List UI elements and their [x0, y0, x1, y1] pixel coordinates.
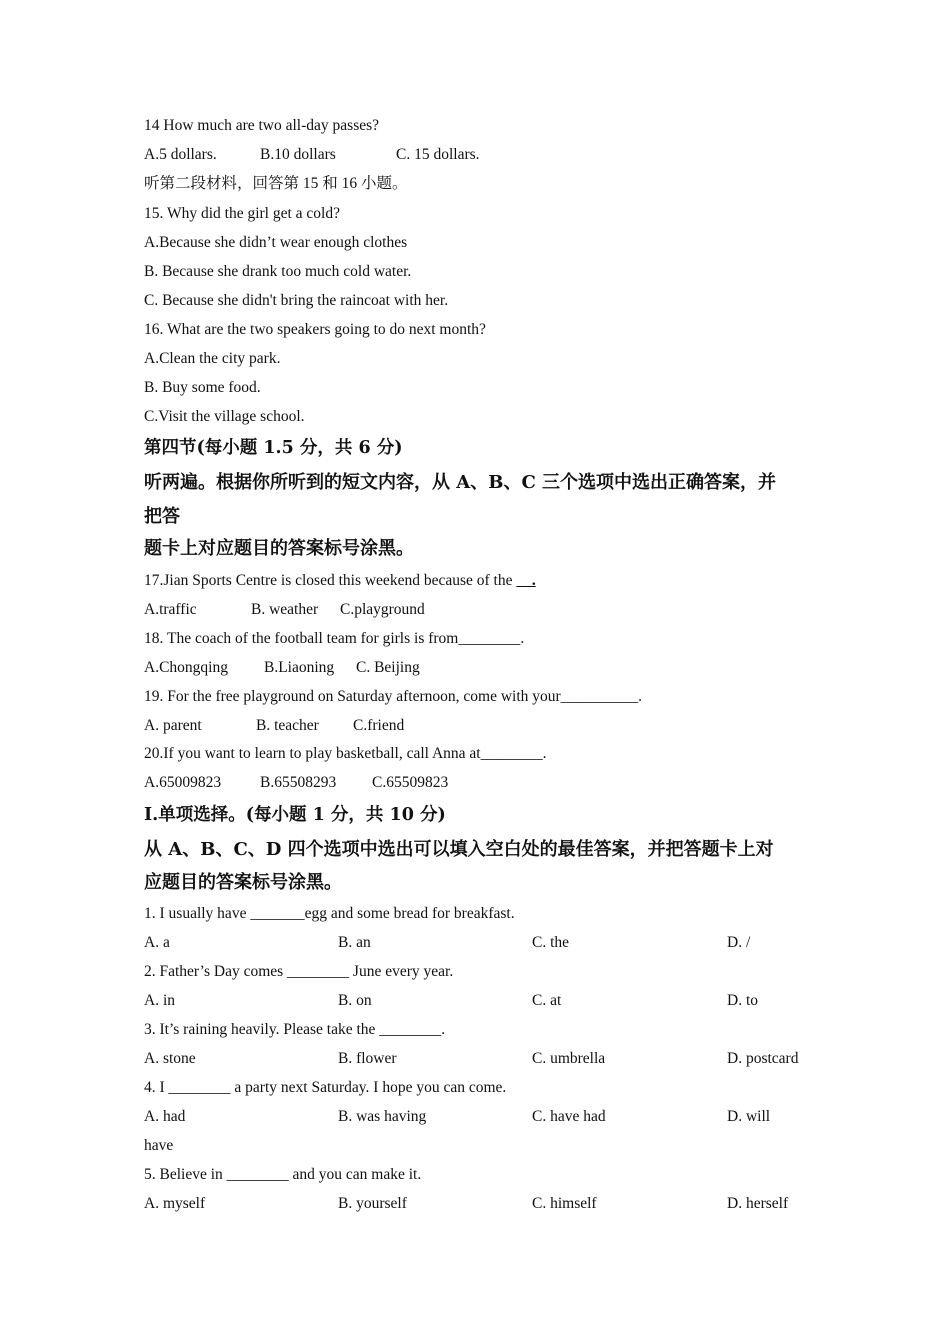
question-15-stem: 15. Why did the girl get a cold?	[144, 205, 340, 222]
mc-3-option-d: D. postcard	[727, 1050, 799, 1067]
mc-3-option-a: A. stone	[144, 1050, 196, 1067]
question-19-option-a: A. parent	[144, 717, 202, 734]
mc-5-stem: 5. Believe in ________ and you can make it.	[144, 1166, 422, 1183]
question-14-option-b: B.10 dollars	[260, 146, 336, 163]
question-19-option-c: C.friend	[353, 717, 405, 734]
mc-1-option-b: B. an	[338, 934, 371, 951]
question-16-option-b: B. Buy some food.	[144, 379, 261, 396]
question-14-option-c: C. 15 dollars.	[396, 146, 480, 163]
question-17-stem	[144, 571, 536, 591]
mc-2-option-b: B. on	[338, 992, 372, 1009]
question-16-option-c: C.Visit the village school.	[144, 408, 305, 425]
mc-2-option-d: D. to	[727, 992, 758, 1009]
mc-3-stem: 3. It’s raining heavily. Please take the ________.	[144, 1021, 446, 1038]
question-17-option-a: A.traffic	[144, 601, 197, 618]
mc-5-option-c: C. himself	[532, 1195, 597, 1212]
question-18-option-b: B.Liaoning	[264, 659, 335, 676]
question-18-option-c: C. Beijing	[356, 659, 420, 676]
question-20-option-a: A.65009823	[144, 774, 222, 791]
part-1-instruction-2: 应题目的答案标号涂黑。	[144, 872, 342, 893]
mc-2-stem: 2. Father’s Day comes ________ June every year.	[144, 963, 454, 980]
question-18-stem: 18. The coach of the football team for girls is from________.	[144, 630, 525, 647]
mc-5-option-d: D. herself	[727, 1195, 789, 1212]
question-20-option-c: C.65509823	[372, 774, 449, 791]
mc-1-stem: 1. I usually have _______egg and some bread for breakfast.	[144, 905, 515, 922]
section-4-instruction-1: 听两遍。根据你所听到的短文内容，从 A、B、C 三个选项中选出正确答案，并	[144, 472, 777, 493]
question-18-option-a: A.Chongqing	[144, 659, 228, 676]
listening-note: 听第二段材料，回答第 15 和 16 小题。	[144, 175, 408, 192]
question-19-option-b: B. teacher	[256, 717, 319, 734]
mc-4-option-d: D. will	[727, 1108, 771, 1125]
mc-1-option-c: C. the	[532, 934, 570, 951]
question-14-stem: 14 How much are two all-day passes?	[144, 117, 380, 134]
mc-3-option-b: B. flower	[338, 1050, 397, 1067]
question-16-stem: 16. What are the two speakers going to do next month?	[144, 321, 486, 338]
question-17-blank: .	[516, 572, 536, 589]
question-15-option-b: B. Because she drank too much cold water.	[144, 263, 412, 280]
section-4-instruction-3: 题卡上对应题目的答案标号涂黑。	[144, 538, 414, 559]
mc-2-option-a: A. in	[144, 992, 175, 1009]
mc-3-option-c: C. umbrella	[532, 1050, 606, 1067]
question-17-option-b: B. weather	[251, 601, 319, 618]
mc-4-stem: 4. I ________ a party next Saturday. I hope you can come.	[144, 1079, 507, 1096]
section-4-title: 第四节(每小题 1.5 分，共 6 分)	[144, 438, 403, 458]
question-17-option-c: C.playground	[340, 601, 425, 618]
question-16-option-a: A.Clean the city park.	[144, 350, 281, 367]
mc-1-option-d: D. /	[727, 934, 751, 951]
section-4-instruction-2: 把答	[144, 506, 180, 527]
part-1-title: I.单项选择。(每小题 1 分，共 10 分)	[144, 805, 446, 825]
question-17-text: 17.Jian Sports Centre is closed this weekend because of the	[144, 572, 517, 589]
mc-1-option-a: A. a	[144, 934, 170, 951]
question-19-stem: 19. For the free playground on Saturday afternoon, come with your__________.	[144, 688, 643, 705]
mc-5-option-a: A. myself	[144, 1195, 206, 1212]
question-20-stem: 20.If you want to learn to play basketball, call Anna at________.	[144, 745, 547, 762]
mc-4-option-d-wrap: have	[144, 1137, 174, 1154]
part-1-instruction-1: 从 A、B、C、D 四个选项中选出可以填入空白处的最佳答案，并把答题卡上对	[144, 839, 774, 860]
question-15-option-a: A.Because she didn’t wear enough clothes	[144, 234, 408, 251]
mc-2-option-c: C. at	[532, 992, 562, 1009]
mc-4-option-c: C. have had	[532, 1108, 606, 1125]
question-20-option-b: B.65508293	[260, 774, 337, 791]
mc-4-option-a: A. had	[144, 1108, 186, 1125]
mc-5-option-b: B. yourself	[338, 1195, 407, 1212]
question-15-option-c: C. Because she didn't bring the raincoat with her.	[144, 292, 449, 309]
mc-4-option-b: B. was having	[338, 1108, 427, 1125]
question-14-option-a: A.5 dollars.	[144, 146, 217, 163]
